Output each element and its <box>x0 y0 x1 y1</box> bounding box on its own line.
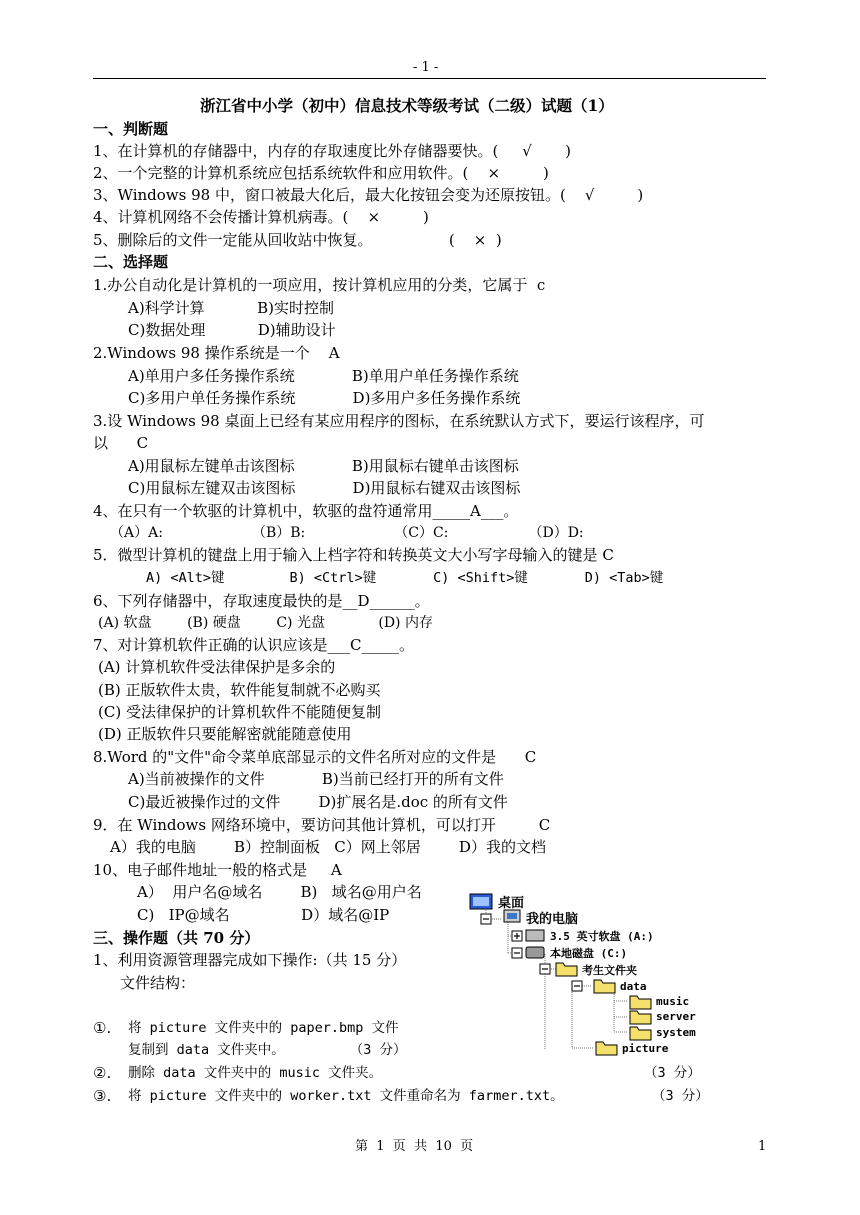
operation-marker: ③. <box>93 1087 112 1105</box>
question-stem: 4、在只有一个软驱的计算机中，软驱的盘符通常用_____A___。 <box>93 502 519 520</box>
section-heading: 二、选择题 <box>93 253 169 271</box>
question-option: A) <Alt>键 B) <Ctrl>键 C) <Shift>键 D) <Tab>键 <box>146 570 664 586</box>
question-option: C)数据处理 D)辅助设计 <box>128 321 336 339</box>
tree-label-my-computer: 我的电脑 <box>526 912 579 927</box>
computer-icon <box>504 910 520 922</box>
judge-item: 5、删除后的文件一定能从回收站中恢复。 ( × ) <box>93 231 502 249</box>
question-option: (A) 计算机软件受法律保护是多余的 <box>98 658 336 676</box>
operation-text: 将 picture 文件夹中的 paper.bmp 文件 <box>128 1020 399 1036</box>
tree-label-picture: picture <box>622 1042 669 1055</box>
operation-subtitle: 文件结构： <box>120 974 196 992</box>
tree-label-floppy: 3.5 英寸软盘 (A:) <box>550 930 654 943</box>
operation-text: 将 picture 文件夹中的 worker.txt 文件重命名为 farmer.txt。 <box>128 1088 564 1104</box>
operation-marker: ②. <box>93 1064 112 1082</box>
section-heading: 三、操作题（共 70 分） <box>93 929 260 947</box>
operation-text: 复制到 data 文件夹中。 （3 分） <box>128 1042 407 1058</box>
question-stem: 8.Word 的"文件"命令菜单底部显示的文件名所对应的文件是 C <box>93 748 537 766</box>
header-rule <box>93 78 766 79</box>
question-option: C)多用户单任务操作系统 D)多用户多任务操作系统 <box>128 389 521 407</box>
operation-text: 删除 data 文件夹中的 music 文件夹。 <box>128 1065 383 1081</box>
desktop-icon <box>470 894 492 909</box>
question-stem: 2.Windows 98 操作系统是一个 A <box>93 344 340 362</box>
judge-item: 3、Windows 98 中，窗口被最大化后，最大化按钮会变为还原按钮。( √ ) <box>93 186 644 204</box>
question-stem: 9．在 Windows 网络环境中，要访问其他计算机，可以打开 C <box>93 816 551 834</box>
operation-score: （3 分） <box>652 1088 709 1104</box>
judge-item: 2、一个完整的计算机系统应包括系统软件和应用软件。( × ) <box>93 164 549 182</box>
question-option: A)科学计算 B)实时控制 <box>128 299 335 317</box>
question-option: A)单用户多任务操作系统 B)单用户单任务操作系统 <box>128 367 519 385</box>
question-stem: 5．微型计算机的键盘上用于输入上档字符和转换英文大小写字母输入的键是 C <box>93 546 614 564</box>
section-heading: 一、判断题 <box>93 120 169 138</box>
tree-label-local-disk: 本地磁盘 (C:) <box>550 947 628 960</box>
operation-question: 1、利用资源管理器完成如下操作:（共 15 分） <box>93 951 407 969</box>
operation-marker: ①. <box>93 1019 112 1037</box>
question-option: C) IP@域名 D）域名@IP <box>137 906 390 924</box>
question-option: A）我的电脑 B）控制面板 C）网上邻居 D）我的文档 <box>110 838 546 856</box>
question-option: （A）A: （B）B: （C）C: （D）D: <box>110 525 584 541</box>
document-title: 浙江省中小学（初中）信息技术等级考试（二级）试题（1） <box>200 96 614 115</box>
question-option: A） 用户名@域名 B) 域名@用户名 <box>137 883 422 901</box>
judge-item: 1、在计算机的存储器中，内存的存取速度比外存储器要快。( √ ) <box>93 142 572 160</box>
tree-label-student-folder: 考生文件夹 <box>582 964 637 977</box>
question-stem: 1.办公自动化是计算机的一项应用，按计算机应用的分类，它属于 c <box>93 276 546 294</box>
question-option: (D) 正版软件只要能解密就能随意使用 <box>98 725 352 743</box>
hard-disk-icon <box>526 947 544 958</box>
footer-page-number: 1 <box>758 1139 767 1154</box>
question-option: A)当前被操作的文件 B)当前已经打开的所有文件 <box>128 770 504 788</box>
judge-item: 4、计算机网络不会传播计算机病毒。( × ) <box>93 208 429 226</box>
footer-pager: 第 1 页 共 10 页 <box>355 1139 474 1154</box>
question-stem: 以 C <box>93 434 149 452</box>
question-stem: 3.设 Windows 98 桌面上已经有某应用程序的图标，在系统默认方式下，要运行该程序，可 <box>93 412 705 430</box>
file-tree-image <box>468 890 758 1060</box>
tree-label-desktop: 桌面 <box>498 896 525 911</box>
operation-score: （3 分） <box>644 1065 701 1081</box>
question-option: C)用鼠标左键双击该图标 D)用鼠标右键双击该图标 <box>128 479 521 497</box>
tree-label-server: server <box>656 1010 696 1023</box>
question-option: (B) 正版软件太贵，软件能复制就不必购买 <box>98 681 381 699</box>
question-stem: 7、对计算机软件正确的认识应该是___C_____。 <box>93 636 415 654</box>
question-stem: 6、下列存储器中，存取速度最快的是__D______。 <box>93 592 430 610</box>
tree-label-system: system <box>656 1026 696 1039</box>
floppy-drive-icon <box>526 930 544 941</box>
question-option: (A) 软盘 (B) 硬盘 C) 光盘 (D) 内存 <box>98 615 433 631</box>
tree-label-data: data <box>620 980 647 993</box>
question-stem: 10、电子邮件地址一般的格式是 A <box>93 861 342 879</box>
header-page-number: - 1 - <box>413 60 439 75</box>
question-option: (C) 受法律保护的计算机软件不能随便复制 <box>98 703 381 721</box>
question-option: C)最近被操作过的文件 D)扩展名是.doc 的所有文件 <box>128 793 508 811</box>
question-option: A)用鼠标左键单击该图标 B)用鼠标右键单击该图标 <box>128 457 519 475</box>
tree-label-music: music <box>656 995 690 1008</box>
